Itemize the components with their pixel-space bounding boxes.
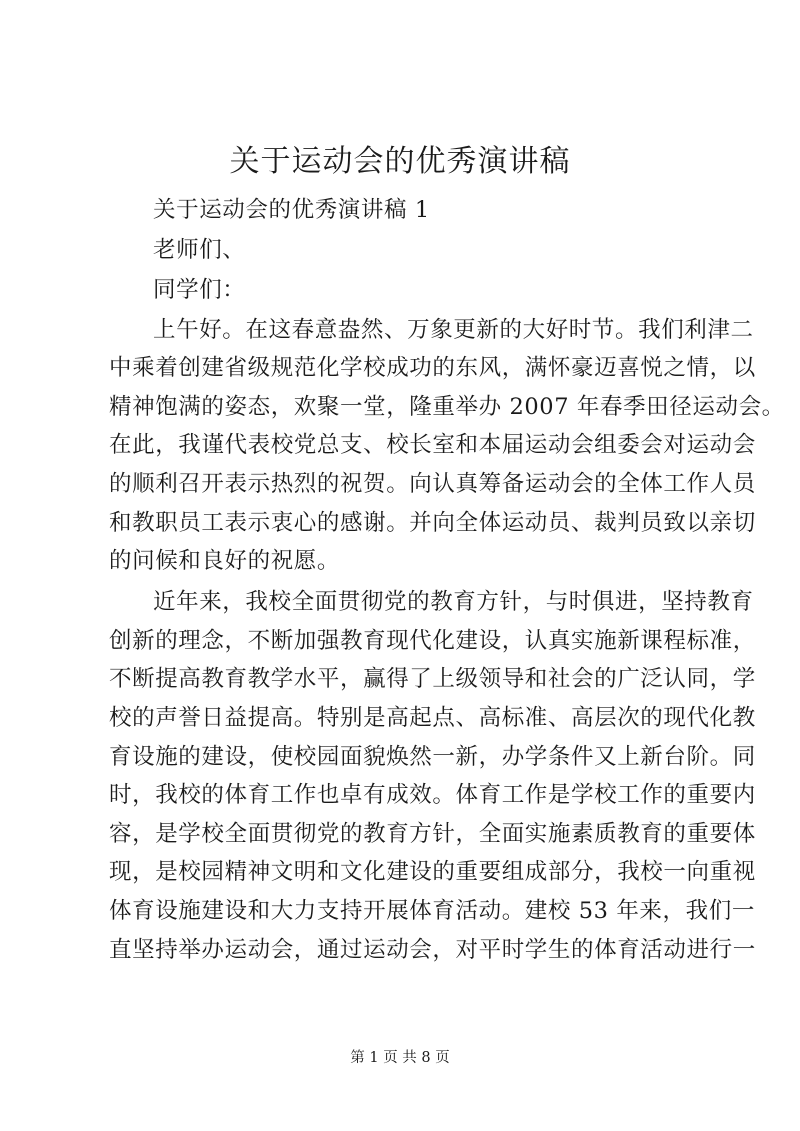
paragraph-2-line: 体育设施建设和大力支持开展体育活动。建校 53 年来，我们一 <box>109 898 755 924</box>
paragraph-2-line: 现，是校园精神文明和文化建设的重要组成部分，我校一向重视 <box>109 859 756 885</box>
paragraph-2-line: 校的声誉日益提高。特别是高起点、高标准、高层次的现代化教 <box>109 705 756 731</box>
paragraph-1-line: 和教职员工表示衷心的感谢。并向全体运动员、裁判员致以亲切 <box>109 510 756 536</box>
paragraph-1-line: 在此，我谨代表校党总支、校长室和本届运动会组委会对运动会 <box>109 432 756 458</box>
paragraph-2-line: 直坚持举办运动会，通过运动会，对平时学生的体育活动进行一 <box>109 937 756 963</box>
paragraph-1-line: 中乘着创建省级规范化学校成功的东风，满怀豪迈喜悦之情，以 <box>109 355 756 381</box>
page-footer: 第 1 页 共 8 页 <box>350 1050 450 1066</box>
paragraph-2-line: 近年来，我校全面贯彻党的教育方针，与时俱进，坚持教育 <box>153 589 754 615</box>
paragraph-2-line: 容，是学校全面贯彻党的教育方针，全面实施素质教育的重要体 <box>109 821 756 847</box>
paragraph-1-line: 的问候和良好的祝愿。 <box>109 548 341 574</box>
salutation-teachers: 老师们、 <box>153 237 246 263</box>
paragraph-1-line: 上午好。在这春意盎然、万象更新的大好时节。我们利津二 <box>153 317 754 343</box>
paragraph-1-line: 精神饱满的姿态，欢聚一堂，隆重举办 2007 年春季田径运动会。 <box>109 394 785 420</box>
page-title: 关于运动会的优秀演讲稿 <box>229 144 571 179</box>
paragraph-1-line: 的顺利召开表示热烈的祝贺。向认真筹备运动会的全体工作人员 <box>109 471 756 497</box>
subtitle: 关于运动会的优秀演讲稿 1 <box>153 197 430 223</box>
paragraph-2-line: 创新的理念，不断加强教育现代化建设，认真实施新课程标准， <box>109 628 756 654</box>
paragraph-2-line: 时，我校的体育工作也卓有成效。体育工作是学校工作的重要内 <box>109 782 756 808</box>
paragraph-2-line: 育设施的建设，使校园面貌焕然一新，办学条件又上新台阶。同 <box>109 744 756 770</box>
paragraph-2-line: 不断提高教育教学水平，赢得了上级领导和社会的广泛认同，学 <box>109 666 756 692</box>
salutation-students: 同学们： <box>153 277 246 303</box>
